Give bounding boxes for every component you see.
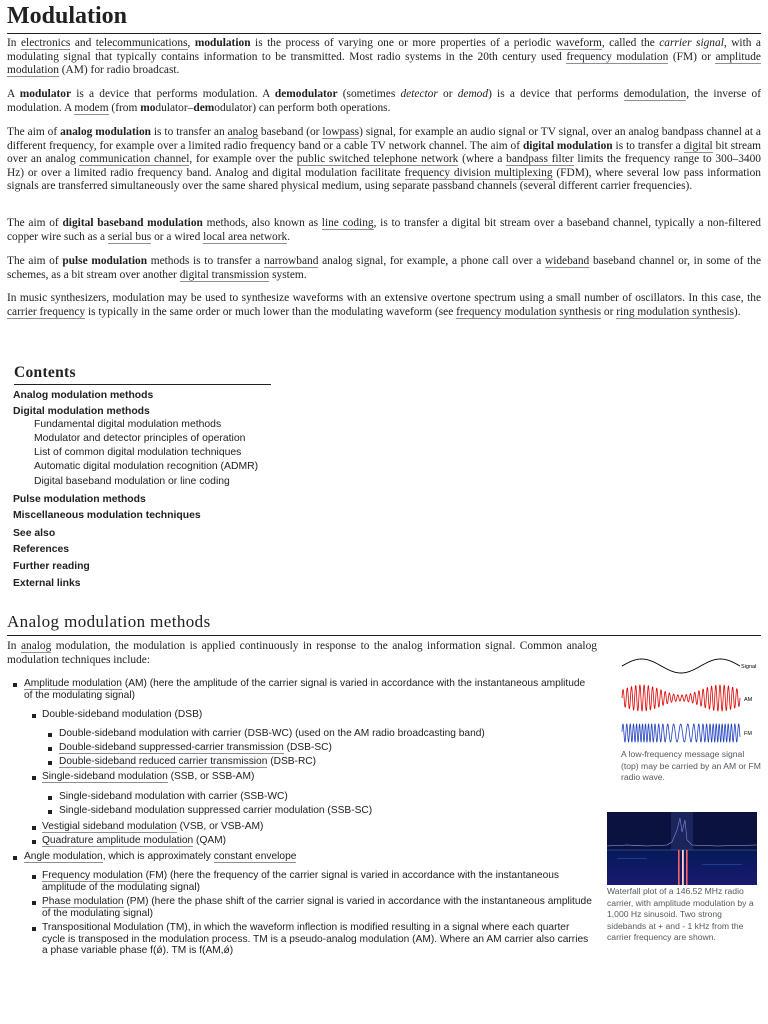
link-analog-2[interactable]: analog	[20, 640, 52, 652]
link-telecommunications[interactable]: telecommunications	[95, 37, 188, 49]
link-analog[interactable]: analog	[227, 126, 258, 138]
list-item-ssb-wc: Single-sideband modulation with carrier (SSB-WC)	[59, 791, 288, 802]
waterfall-plot-image	[607, 812, 757, 885]
link-phase-modulation[interactable]: Phase modulation	[42, 896, 124, 907]
page-title: Modulation	[7, 3, 128, 29]
toc-item-references[interactable]: References	[13, 544, 70, 555]
link-electronics[interactable]: electronics	[20, 37, 71, 49]
bullet	[13, 683, 17, 687]
figure-waterfall-plot	[607, 812, 757, 885]
figure-am-fm-caption: A low-frequency message signal (top) may be carried by an AM or FM radio wave.	[621, 749, 761, 783]
link-wideband[interactable]: wideband	[544, 255, 590, 267]
intro-paragraph-6: In music synthesizers, modulation may be used to synthesize waveforms with an extensive overtone spectrum using a small number of oscillators. In this case, the carrier frequency is typically in the same order or much lower than the modulating waveform (see frequency modulation synthesis or ring modulation synthesis).	[7, 292, 761, 318]
section-heading-analog: Analog modulation methods	[7, 612, 211, 631]
intro-paragraph-1: In electronics and telecommunications, modulation is the process of varying one or more properties of a periodic waveform, called the carrier signal, with a modulating signal that typically contains information to be transmitted. Most radio systems in the 20th century used frequency modulation (FM) or amplitude modulation (AM) for radio broadcast.	[7, 37, 761, 77]
label-am: AM	[744, 697, 753, 703]
title-divider	[7, 33, 761, 34]
link-fdm[interactable]: frequency division multiplexing	[404, 166, 553, 179]
link-demodulation[interactable]: demodulation	[623, 88, 687, 100]
link-frequency-modulation[interactable]: frequency modulation	[566, 50, 669, 63]
bullet	[32, 826, 36, 830]
list-item-am: Amplitude modulation (AM) (here the amplitude of the carrier signal is varied in accordance with the instantaneous amplitude of the modulating signal)	[24, 678, 586, 701]
toc-item-baseband-line-coding[interactable]: Digital baseband modulation or line coding	[34, 476, 230, 487]
link-communication-channel[interactable]: communication channel	[79, 153, 190, 166]
link-lowpass[interactable]: lowpass	[322, 126, 360, 138]
toc-item-admr[interactable]: Automatic digital modulation recognition (ADMR)	[34, 461, 259, 472]
link-dsb-rc[interactable]: Double-sideband reduced carrier transmission	[59, 756, 268, 767]
intro-paragraph-3: The aim of analog modulation is to transfer an analog baseband (or lowpass) signal, for example an audio signal or TV signal, over an analog bandpass channel at a different frequency, for example over a limited radio frequency band or a cable TV network channel. The aim of digital modulation is to transfer a digital bit stream over an analog communication channel, for example over the public switched telephone network (where a bandpass filter limits the frequency range to 300–3400 Hz) or over a limited radio frequency band. Analog and digital modulation facilitate frequency division multiplexing (FDM), where several low pass information signals are transferred simultaneously over the same shared physical medium, using separate passband channels (several different carrier frequencies).	[7, 126, 761, 193]
link-vsb[interactable]: Vestigial sideband modulation	[42, 821, 177, 832]
link-angle-modulation[interactable]: Angle modulation	[24, 851, 103, 862]
toc-item-external-links[interactable]: External links	[13, 578, 81, 589]
bullet	[32, 776, 36, 780]
am-fm-waveforms-image	[620, 652, 762, 747]
link-line-coding[interactable]: line coding	[321, 217, 374, 229]
link-serial-bus[interactable]: serial bus	[107, 230, 152, 243]
toc-item-modulator-detector[interactable]: Modulator and detector principles of operation	[34, 433, 246, 444]
figure-waterfall-caption: Waterfall plot of a 146.52 MHz radio carrier, with amplitude modulation by a 1,000 Hz sinusoid. Two strong sidebands at + and - 1 kHz from the carrier frequency are shown.	[607, 886, 754, 943]
toc-item-common-digital-techniques[interactable]: List of common digital modulation techniques	[34, 447, 242, 458]
label-signal: Signal	[741, 664, 757, 670]
link-ring-modulation-synthesis[interactable]: ring modulation synthesis	[616, 305, 734, 318]
link-lan[interactable]: local area network	[203, 230, 288, 243]
link-waveform[interactable]: waveform	[555, 37, 602, 49]
intro-paragraph-2: A modulator is a device that performs modulation. A demodulator (sometimes detector or demod) is a device that performs demodulation, the inverse of modulation. A modem (from modulator–demodulator) can perform both operations.	[7, 88, 761, 114]
signal-waveform	[622, 659, 740, 673]
toc-item-analog-modulation[interactable]: Analog modulation methods	[13, 390, 154, 401]
list-item-tm: Transpositional Modulation (TM), in which the waveform inflection is modified resulting in a signal where each quarter cycle is transposed in the modulation process. TM is a pseudo-analog modulation (AM). Where an AM carrier also carries a phase variable phase f(ǿ). TM is f(AM,ǿ)	[42, 922, 589, 957]
link-frequency-modulation-2[interactable]: Frequency modulation	[42, 870, 143, 881]
link-modem[interactable]: modem	[74, 101, 109, 114]
link-dsb-sc[interactable]: Double-sideband suppressed-carrier transmission	[59, 742, 284, 753]
list-item-dsb-wc: Double-sideband modulation with carrier (DSB-WC) (used on the AM radio broadcasting band)	[59, 728, 485, 739]
bullet	[32, 714, 36, 718]
list-item-dsb-rc: Double-sideband reduced carrier transmission (DSB-RC)	[59, 756, 317, 767]
list-item-vsb: Vestigial sideband modulation (VSB, or VSB-AM)	[42, 821, 264, 832]
toc-divider	[14, 384, 271, 385]
list-item-fm: Frequency modulation (FM) (here the frequency of the carrier signal is varied in accordance with the instantaneous amplitude of the modulating signal)	[42, 870, 560, 893]
link-constant-envelope[interactable]: constant envelope	[213, 851, 297, 862]
intro-paragraph-4: The aim of digital baseband modulation methods, also known as line coding, is to transfer a digital bit stream over a baseband channel, typically a non-filtered copper wire such as a serial bus or a wired local area network.	[7, 217, 762, 243]
toc-item-see-also[interactable]: See also	[13, 528, 56, 539]
link-bandpass-filter[interactable]: bandpass filter	[506, 153, 574, 166]
toc-title: Contents	[14, 364, 76, 381]
list-item-dsb-sc: Double-sideband suppressed-carrier transmission (DSB-SC)	[59, 742, 332, 753]
toc-item-fundamental-digital[interactable]: Fundamental digital modulation methods	[34, 419, 222, 430]
link-digital-transmission[interactable]: digital transmission	[179, 268, 270, 281]
bullet	[13, 856, 17, 860]
link-qam[interactable]: Quadrature amplitude modulation	[42, 835, 194, 846]
link-narrowband[interactable]: narrowband	[264, 255, 319, 267]
list-item-ssb-sc: Single-sideband modulation suppressed carrier modulation (SSB-SC)	[59, 805, 373, 816]
list-item-ssb: Single-sideband modulation (SSB, or SSB-AM)	[42, 771, 255, 782]
link-fm-synthesis[interactable]: frequency modulation synthesis	[456, 305, 602, 318]
label-fm: FM	[744, 731, 752, 737]
list-item-dsb: Double-sideband modulation (DSB)	[42, 709, 203, 720]
am-waveform	[622, 685, 740, 711]
link-amplitude-modulation[interactable]: amplitude modulation	[7, 50, 761, 77]
bullet	[48, 810, 52, 814]
intro-paragraph-5: The aim of pulse modulation methods is to transfer a narrowband analog signal, for example, a phone call over a wideband baseband channel or, in some of the schemes, as a bit stream over another digital transmission system.	[7, 255, 762, 281]
link-ssb[interactable]: Single-sideband modulation	[42, 771, 168, 782]
link-amplitude-modulation-2[interactable]: Amplitude modulation	[24, 678, 122, 689]
toc-item-pulse-modulation[interactable]: Pulse modulation methods	[13, 494, 146, 505]
bullet	[48, 747, 52, 751]
bullet	[48, 733, 52, 737]
link-pstn[interactable]: public switched telephone network	[296, 153, 459, 166]
bullet	[32, 901, 36, 905]
figure-am-fm-waveforms	[620, 652, 762, 747]
bullet	[32, 840, 36, 844]
bullet	[32, 927, 36, 931]
link-digital[interactable]: digital	[683, 139, 713, 152]
bullet	[48, 761, 52, 765]
list-item-pm: Phase modulation (PM) (here the phase shift of the carrier signal is varied in accordance with the instantaneous amplitude of the modulating signal)	[42, 896, 592, 919]
list-item-angle: Angle modulation, which is approximately constant envelope	[24, 851, 297, 862]
list-item-qam: Quadrature amplitude modulation (QAM)	[42, 835, 227, 846]
section-divider	[7, 635, 761, 636]
toc-item-misc-modulation[interactable]: Miscellaneous modulation techniques	[13, 510, 201, 521]
bullet	[48, 796, 52, 800]
bullet	[32, 875, 36, 879]
link-carrier-frequency[interactable]: carrier frequency	[7, 305, 86, 318]
toc-item-further-reading[interactable]: Further reading	[13, 561, 90, 572]
toc-item-digital-modulation[interactable]: Digital modulation methods	[13, 406, 150, 417]
analog-intro-paragraph: In analog modulation, the modulation is applied continuously in response to the analog information signal. Common analog modulation techniques include:	[7, 640, 597, 666]
fm-waveform	[622, 724, 740, 742]
